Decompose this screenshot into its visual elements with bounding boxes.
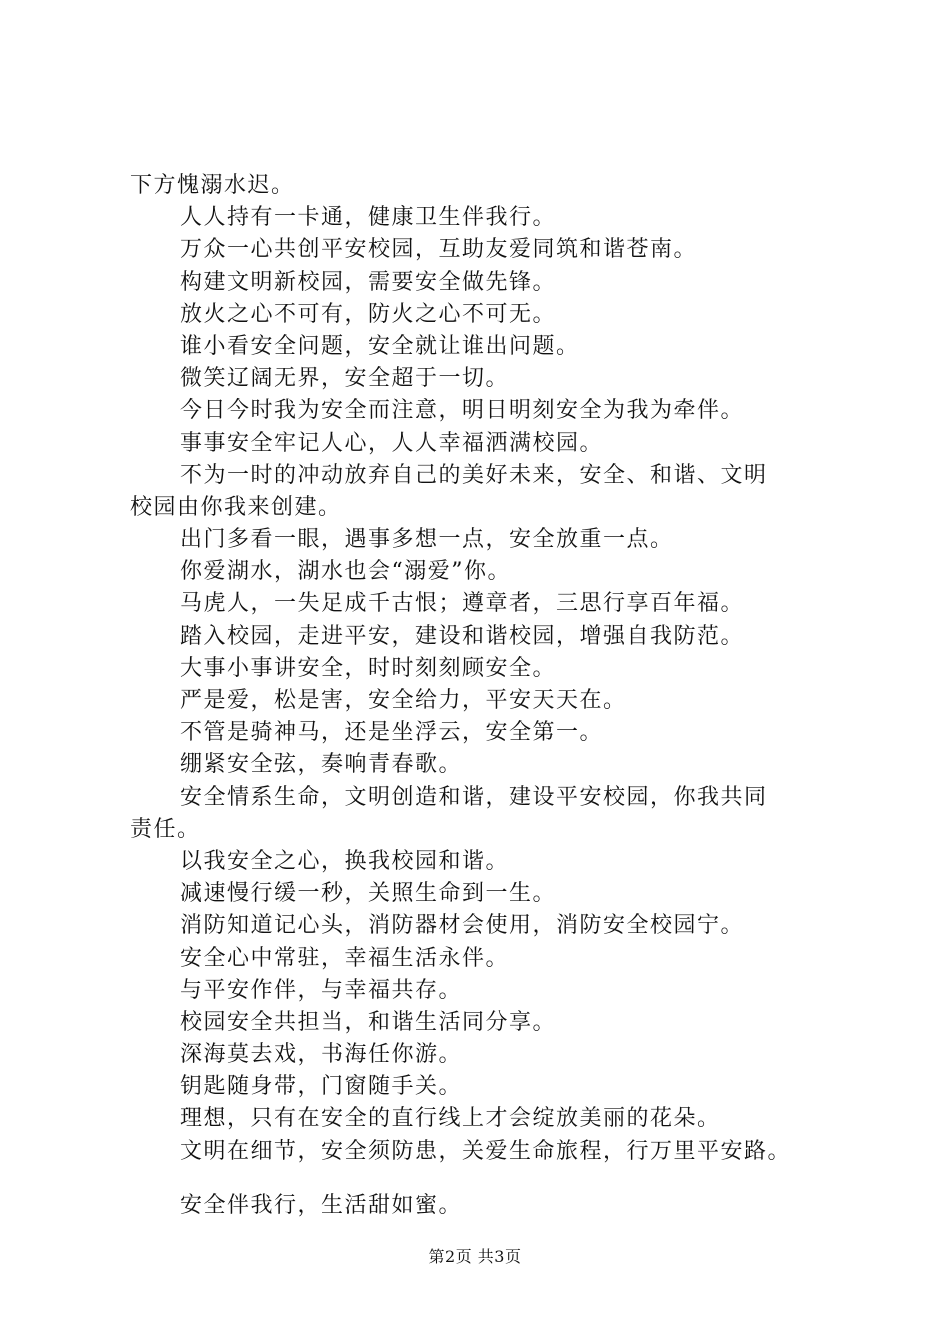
- text-line: 文明在细节，安全须防患，关爱生命旅程，行万里平安路。: [180, 1138, 792, 1164]
- text-line: 你爱湖水，湖水也会“溺爱”你。: [180, 559, 511, 585]
- text-line: 谁小看安全问题，安全就让谁出问题。: [180, 333, 580, 359]
- text-line: 理想，只有在安全的直行线上才会绽放美丽的花朵。: [180, 1106, 721, 1132]
- document-body: [130, 170, 850, 1222]
- text-line: 安全心中常驻，幸福生活永伴。: [180, 945, 510, 971]
- text-line: 下方愧溺水迟。: [130, 173, 295, 198]
- text-line: 钥匙随身带，门窗随手关。: [180, 1074, 463, 1100]
- text-line: 构建文明新校园，需要安全做先锋。: [180, 269, 557, 295]
- text-line: 责任。: [130, 816, 201, 842]
- text-line: 微笑辽阔无界，安全超于一切。: [180, 366, 510, 392]
- text-line: 不管是骑神马，还是坐浮云，安全第一。: [180, 720, 604, 746]
- text-line: 事事安全牢记人心，人人幸福洒满校园。: [180, 430, 604, 456]
- text-line: 以我安全之心，换我校园和谐。: [180, 848, 510, 874]
- page-number-footer: 第2页 共3页: [428, 1247, 522, 1266]
- text-line: 马虎人，一失足成千古恨；遵章者，三思行享百年福。: [180, 591, 745, 617]
- text-line: 大事小事讲安全，时时刻刻顾安全。: [180, 655, 557, 681]
- text-line: 减速慢行缓一秒，关照生命到一生。: [180, 881, 557, 907]
- text-line: 消防知道记心头，消防器材会使用，消防安全校园宁。: [180, 913, 745, 939]
- text-line: 安全情系生命，文明创造和谐，建设平安校园，你我共同: [180, 784, 768, 810]
- text-line: 人人持有一卡通，健康卫生伴我行。: [180, 205, 557, 231]
- text-line: 今日今时我为安全而注意，明日明刻安全为我为牵伴。: [180, 398, 745, 424]
- text-line: 踏入校园，走进平安，建设和谐校园，增强自我防范。: [180, 623, 745, 649]
- text-line: 与平安作伴，与幸福共存。: [180, 977, 463, 1003]
- text-line: 放火之心不可有，防火之心不可无。: [180, 301, 557, 327]
- text-line: 深海莫去戏，书海任你游。: [180, 1042, 463, 1068]
- text-line: 出门多看一眼，遇事多想一点，安全放重一点。: [180, 527, 674, 553]
- text-line: 校园由你我来创建。: [130, 494, 342, 520]
- text-line: 不为一时的冲动放弃自己的美好未来，安全、和谐、文明: [180, 462, 768, 488]
- text-line: 安全伴我行，生活甜如蜜。: [180, 1192, 463, 1218]
- text-line: 严是爱，松是害，安全给力，平安天天在。: [180, 688, 627, 713]
- text-line: 校园安全共担当，和谐生活同分享。: [180, 1009, 557, 1035]
- text-line: 绷紧安全弦，奏响青春歌。: [180, 752, 463, 778]
- text-line: 万众一心共创平安校园，互助友爱同筑和谐苍南。: [180, 237, 698, 263]
